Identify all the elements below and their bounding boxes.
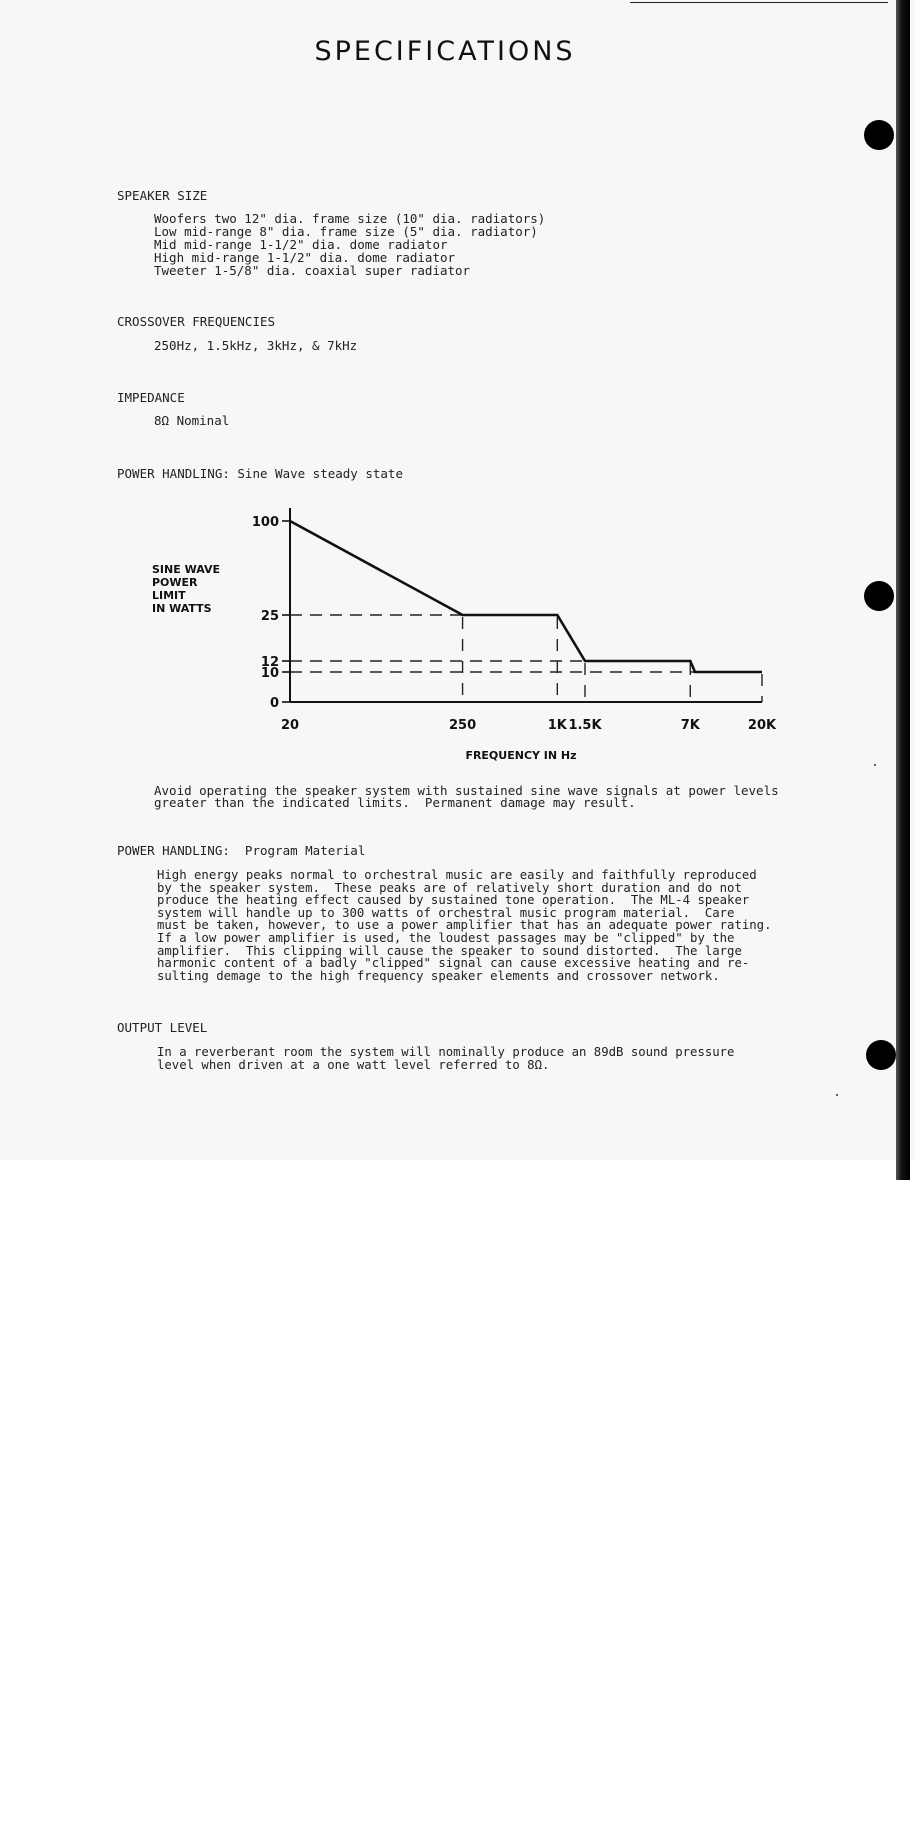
- power-limit-curve: [290, 521, 762, 672]
- impedance-heading: IMPEDANCE: [117, 390, 185, 405]
- speaker-size-line: Woofers two 12" dia. frame size (10" dia. radiators): [154, 211, 546, 226]
- output-level-line: level when driven at a one watt level referred to 8Ω.: [157, 1058, 550, 1072]
- y-axis-label-line: POWER: [152, 576, 198, 589]
- x-tick-label: 7K: [680, 718, 700, 733]
- x-tick-label: 250: [449, 718, 477, 733]
- power-sine-heading: POWER HANDLING: Sine Wave steady state: [117, 466, 403, 481]
- x-tick-label: 20K: [747, 718, 777, 733]
- output-level-heading: OUTPUT LEVEL: [117, 1020, 208, 1035]
- page-title: SPECIFICATIONS: [314, 36, 576, 67]
- sine-warning-line: Avoid operating the speaker system with sustained sine wave signals at power levels: [154, 783, 779, 798]
- y-axis-label-line: LIMIT: [152, 589, 186, 602]
- top-edge-line: [630, 2, 888, 3]
- y-ticks: [252, 515, 290, 711]
- x-tick-label: 20: [280, 718, 300, 733]
- speaker-size-line: Low mid-range 8" dia. frame size (5" dia. radiator): [154, 224, 538, 239]
- scan-speck: [836, 1094, 838, 1096]
- program-material-line: produce the heating effect caused by sustained tone operation. The ML-4 speaker: [157, 893, 750, 908]
- program-material-line: by the speaker system. These peaks are of relatively short duration and do not: [157, 880, 742, 895]
- power-limit-chart: [130, 500, 790, 770]
- program-material-line: system will handle up to 300 watts of orchestral music program material. Care: [157, 905, 735, 920]
- y-tick-label: 25: [260, 609, 279, 624]
- program-material-line: If a low power amplifier is used, the loudest passages may be "clipped" by the: [157, 931, 735, 945]
- y-tick-label: 10: [260, 666, 279, 681]
- speaker-size-heading: SPEAKER SIZE: [117, 188, 208, 203]
- speaker-size-line: High mid-range 1-1/2" dia. dome radiator: [154, 250, 456, 265]
- output-level-line: In a reverberant room the system will nominally produce an 89dB sound pressure: [157, 1045, 735, 1059]
- program-material-line: harmonic content of a badly "clipped" signal can cause excessive heating and re-: [157, 956, 750, 971]
- speaker-size-line: Mid mid-range 1-1/2" dia. dome radiator: [154, 237, 448, 252]
- crossover-heading: CROSSOVER FREQUENCIES: [117, 314, 276, 329]
- y-tick-label: 12: [260, 655, 279, 670]
- y-axis-label-line: SINE WAVE: [152, 563, 220, 576]
- binder-hole-top: [864, 120, 894, 150]
- crossover-value: 250Hz, 1.5kHz, 3kHz, & 7kHz: [154, 338, 358, 353]
- speaker-size-line: Tweeter 1-5/8" dia. coaxial super radiator: [154, 263, 471, 278]
- program-material-line: must be taken, however, to use a power amplifier that has an adequate power rating.: [157, 918, 772, 933]
- binder-hole-middle: [864, 581, 894, 611]
- impedance-value: 8Ω Nominal: [154, 413, 230, 428]
- y-tick-label: 0: [269, 696, 279, 711]
- binder-edge: [896, 0, 910, 1180]
- sine-warning-line: greater than the indicated limits. Permanent damage may result.: [154, 795, 636, 810]
- y-axis-title: [152, 563, 220, 615]
- program-material-line: amplifier. This clipping will cause the speaker to sound distorted. The large: [157, 943, 742, 958]
- scan-speck: [874, 764, 876, 766]
- x-tick-label: 1K: [547, 718, 567, 733]
- x-tick-marks: [463, 617, 762, 702]
- program-material-line: sulting demage to the high frequency speaker elements and crossover network.: [157, 968, 720, 983]
- program-material-line: High energy peaks normal to orchestral music are easily and faithfully reproduced: [157, 868, 757, 882]
- power-program-heading: POWER HANDLING: Program Material: [117, 843, 366, 858]
- binder-hole-bottom: [866, 1040, 896, 1070]
- x-tick-label: 1.5K: [568, 718, 602, 733]
- x-axis-title: FREQUENCY IN Hz: [465, 749, 577, 762]
- y-axis-label-line: IN WATTS: [152, 602, 212, 615]
- y-tick-label: 100: [251, 515, 279, 530]
- x-tick-labels: [281, 718, 777, 733]
